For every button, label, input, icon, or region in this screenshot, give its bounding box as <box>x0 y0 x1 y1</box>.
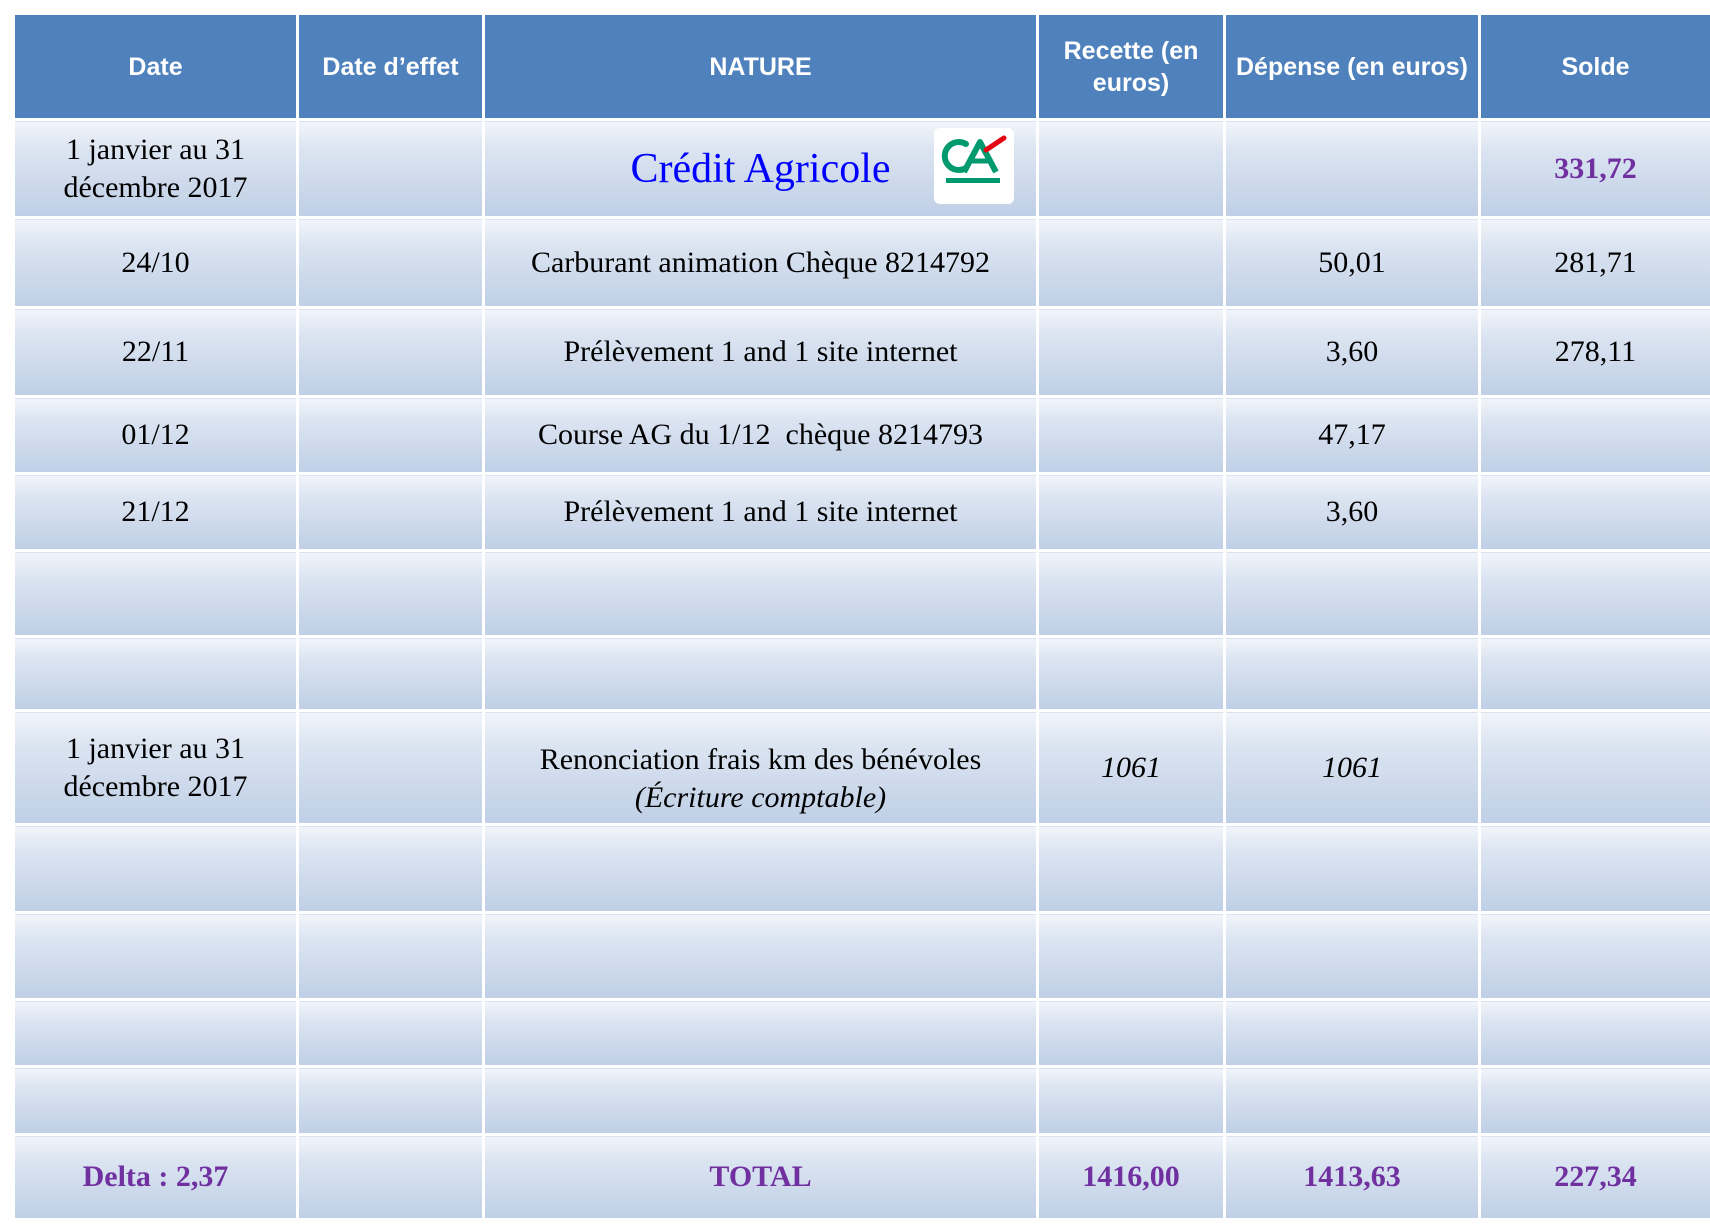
table-row-empty <box>14 825 1710 913</box>
cell-nature <box>484 637 1038 711</box>
cell-depense <box>1225 913 1480 1000</box>
cell-date-effet <box>298 1000 484 1067</box>
cell-date-effet <box>298 218 484 308</box>
cell-recette <box>1038 397 1225 474</box>
nature-text: Renonciation frais km des bénévoles <box>539 742 982 776</box>
cell-date-effet <box>298 711 484 825</box>
cell-nature: Prélèvement 1 and 1 site internet <box>484 308 1038 397</box>
ledger-table <box>12 12 1710 1221</box>
cell-date <box>14 551 298 637</box>
table-row <box>14 397 1710 474</box>
header-date-effet: Date d’effet <box>298 14 484 120</box>
total-label: TOTAL <box>484 1135 1038 1220</box>
cell-solde: 331,72 <box>1480 120 1710 218</box>
cell-nature-bank <box>484 120 1038 218</box>
cell-nature <box>484 1067 1038 1135</box>
header-solde: Solde <box>1480 14 1710 120</box>
cell-nature: Course AG du 1/12 chèque 8214793 <box>484 397 1038 474</box>
cell-date <box>14 1067 298 1135</box>
table-row-empty <box>14 913 1710 1000</box>
table-row <box>14 308 1710 397</box>
cell-solde <box>1480 1067 1710 1135</box>
cell-depense: 3,60 <box>1225 308 1480 397</box>
total-row <box>14 1135 1710 1220</box>
credit-agricole-logo-svg <box>934 128 1014 204</box>
cell-date-effet <box>298 1135 484 1220</box>
cell-depense <box>1225 825 1480 913</box>
cell-date <box>14 913 298 1000</box>
cell-recette <box>1038 308 1225 397</box>
total-recette: 1416,00 <box>1038 1135 1225 1220</box>
cell-nature: Carburant animation Chèque 8214792 <box>484 218 1038 308</box>
table-row-empty <box>14 1067 1710 1135</box>
cell-recette <box>1038 551 1225 637</box>
table-row <box>14 218 1710 308</box>
cell-depense <box>1225 1000 1480 1067</box>
cell-recette <box>1038 218 1225 308</box>
header-recette: Recette (en euros) <box>1038 14 1225 120</box>
cell-date: 1 janvier au 31 décembre 2017 <box>14 711 298 825</box>
cell-depense: 1061 <box>1225 711 1480 825</box>
cell-recette <box>1038 474 1225 551</box>
cell-date-effet <box>298 825 484 913</box>
header-row <box>14 14 1710 120</box>
bank-name: Crédit Agricole <box>630 145 891 192</box>
cell-recette <box>1038 825 1225 913</box>
cell-solde <box>1480 825 1710 913</box>
cell-recette <box>1038 913 1225 1000</box>
credit-agricole-logo-icon <box>934 128 1014 204</box>
table-row-empty <box>14 637 1710 711</box>
cell-recette <box>1038 637 1225 711</box>
cell-date <box>14 1000 298 1067</box>
cell-date-effet <box>298 913 484 1000</box>
cell-solde <box>1480 1000 1710 1067</box>
cell-solde <box>1480 474 1710 551</box>
table-row <box>14 474 1710 551</box>
cell-depense: 50,01 <box>1225 218 1480 308</box>
cell-date-effet <box>298 551 484 637</box>
cell-nature <box>484 913 1038 1000</box>
table-row-empty <box>14 551 1710 637</box>
cell-solde <box>1480 711 1710 825</box>
cell-depense <box>1225 1067 1480 1135</box>
ledger-sheet <box>12 12 1710 1225</box>
cell-date: 24/10 <box>14 218 298 308</box>
cell-date-effet <box>298 474 484 551</box>
table-row <box>14 120 1710 218</box>
total-solde: 227,34 <box>1480 1135 1710 1220</box>
delta-cell: Delta : 2,37 <box>14 1135 298 1220</box>
nature-note: (Écriture comptable) <box>634 780 887 814</box>
header-nature: NATURE <box>484 14 1038 120</box>
cell-depense <box>1225 637 1480 711</box>
cell-depense: 47,17 <box>1225 397 1480 474</box>
cell-date-effet <box>298 308 484 397</box>
cell-nature <box>484 711 1038 825</box>
cell-recette <box>1038 1067 1225 1135</box>
cell-solde <box>1480 397 1710 474</box>
table-row <box>14 711 1710 825</box>
header-depense: Dépense (en euros) <box>1225 14 1480 120</box>
cell-nature: Prélèvement 1 and 1 site internet <box>484 474 1038 551</box>
cell-solde: 281,71 <box>1480 218 1710 308</box>
cell-date: 1 janvier au 31 décembre 2017 <box>14 120 298 218</box>
cell-recette: 1061 <box>1038 711 1225 825</box>
cell-depense: 3,60 <box>1225 474 1480 551</box>
cell-nature <box>484 551 1038 637</box>
cell-date-effet <box>298 637 484 711</box>
cell-date <box>14 825 298 913</box>
cell-date-effet <box>298 397 484 474</box>
cell-nature <box>484 825 1038 913</box>
cell-date: 21/12 <box>14 474 298 551</box>
total-depense: 1413,63 <box>1225 1135 1480 1220</box>
cell-solde <box>1480 551 1710 637</box>
cell-solde <box>1480 637 1710 711</box>
cell-solde: 278,11 <box>1480 308 1710 397</box>
cell-recette <box>1038 120 1225 218</box>
cell-depense <box>1225 120 1480 218</box>
cell-depense <box>1225 551 1480 637</box>
cell-solde <box>1480 913 1710 1000</box>
table-row-empty <box>14 1000 1710 1067</box>
header-date: Date <box>14 14 298 120</box>
cell-nature <box>484 1000 1038 1067</box>
cell-date-effet <box>298 1067 484 1135</box>
cell-date <box>14 637 298 711</box>
cell-date: 01/12 <box>14 397 298 474</box>
cell-recette <box>1038 1000 1225 1067</box>
cell-date: 22/11 <box>14 308 298 397</box>
cell-date-effet <box>298 120 484 218</box>
